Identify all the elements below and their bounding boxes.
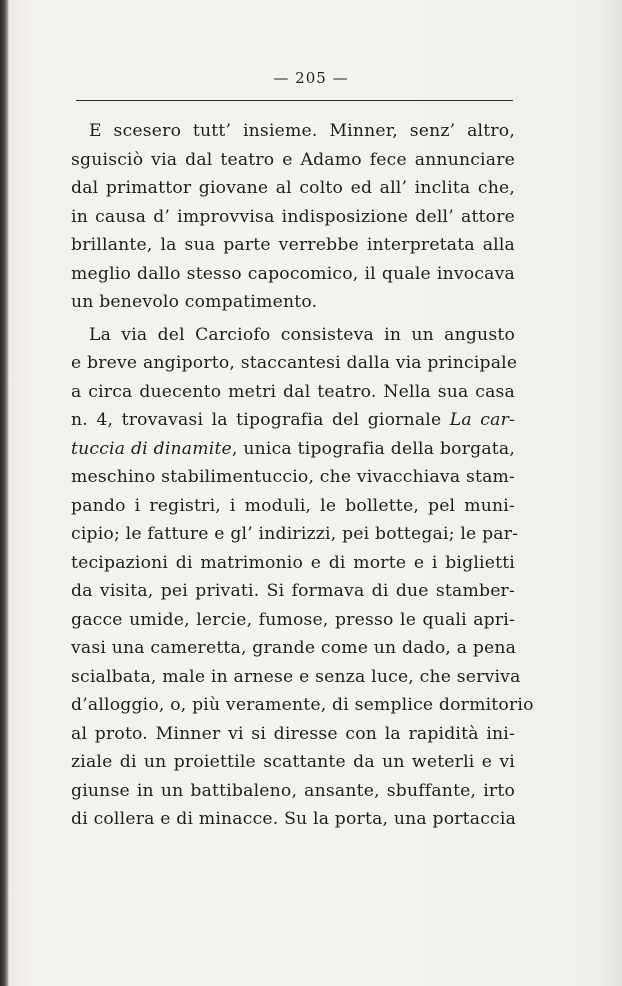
text-line (71, 435, 515, 464)
text-line: cipio; le fatture e gl’ indirizzi, pei bottegai; le par- (71, 524, 519, 544)
text-line: dal primattor giovane al colto ed all’ inclita che, (71, 178, 515, 198)
text-segment: n. 4, trovavasi la tipografia del giornale (71, 410, 450, 430)
italic-title: tuccia di dinamite (71, 438, 232, 459)
binding-edge (0, 0, 9, 986)
text-segment: , unica tipografia della borgata, (231, 438, 515, 459)
body-text (71, 117, 534, 834)
header-rule (76, 100, 513, 101)
text-line: in causa d’ improvvisa indisposizione dell’ attore (71, 206, 515, 227)
text-line: al proto. Minner vi si diresse con la rapidità ini- (71, 723, 515, 744)
text-line: a circa duecento metri dal teatro. Nella sua casa (71, 381, 515, 402)
text-line: gacce umide, lercie, fumose, presso le quali apri- (71, 609, 515, 630)
text-line: meglio dallo stesso capocomico, il quale invocava (71, 263, 515, 284)
italic-title: La car- (449, 410, 516, 430)
text-line: e breve angiporto, staccantesi dalla via principale (71, 353, 518, 373)
text-line: ziale di un proiettile scattante da un weterli e vi (71, 752, 515, 772)
page-number: — 205 — (273, 69, 349, 87)
text-line: vasi una cameretta, grande come un dado, a pena (71, 638, 517, 658)
text-line: tecipazioni di matrimonio e di morte e i biglietti (71, 552, 515, 573)
text-line: La via del Carciofo consisteva in un angusto (89, 324, 515, 345)
text-line: E scesero tutt’ insieme. Minner, senz’ altro, (89, 121, 515, 141)
text-line: da visita, pei privati. Si formava di due stamber- (71, 581, 515, 601)
text-line: meschino stabilimentuccio, che vivacchiava stam- (71, 467, 516, 487)
text-line: giunse in un battibaleno, ansante, sbuffante, irto (71, 780, 515, 801)
text-line (71, 406, 515, 435)
text-line: sguisciò via dal teatro e Adamo fece annunciare (71, 149, 515, 170)
text-line: scialbata, male in arnese e senza luce, che serviva (71, 666, 521, 687)
text-line: un benevolo compatimento. (71, 292, 318, 312)
text-line: pando i registri, i moduli, le bollette, pel muni- (71, 495, 515, 516)
text-line: d’alloggio, o, più veramente, di semplice dormitorio (71, 695, 534, 715)
text-line: brillante, la sua parte verrebbe interpretata alla (71, 235, 515, 255)
text-line: di collera e di minacce. Su la porta, una portaccia (71, 809, 517, 829)
